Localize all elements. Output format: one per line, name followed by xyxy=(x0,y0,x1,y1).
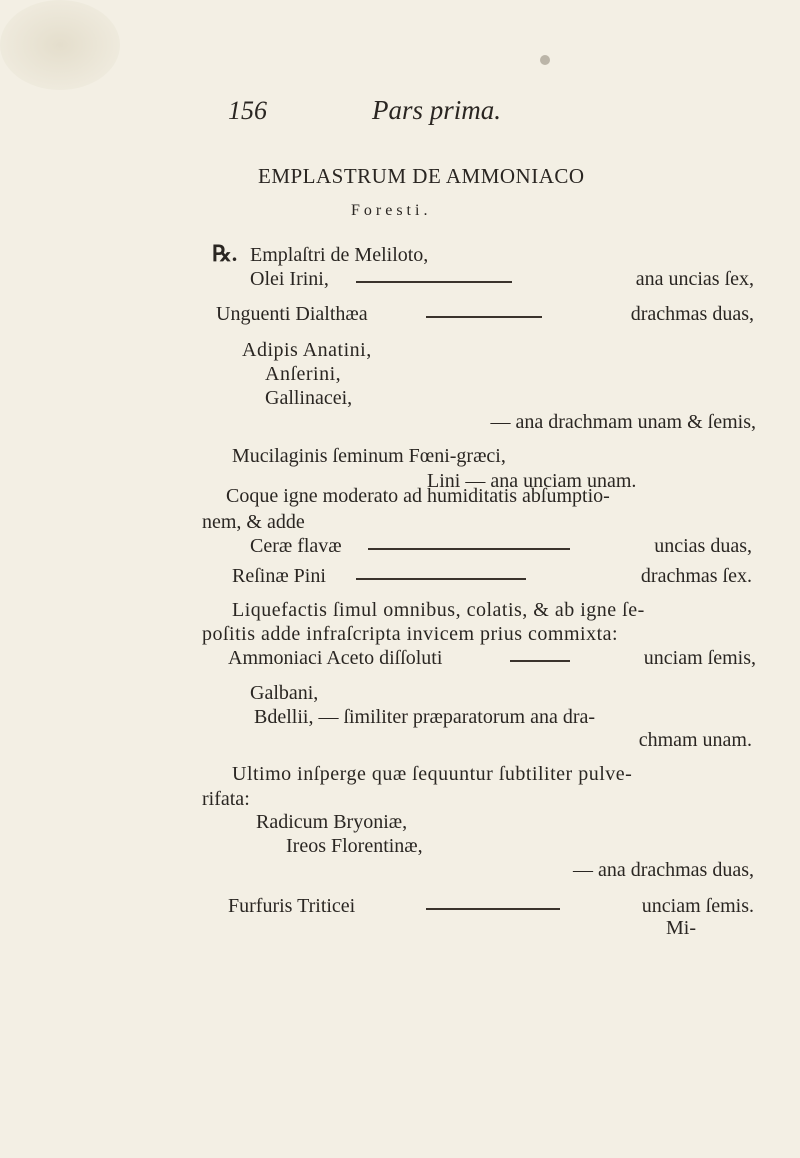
recipe-line: Liquefactis ſimul omnibus, colatis, & ab igne ſe- xyxy=(232,599,645,621)
recipe-line: Ireos Florentinæ, xyxy=(286,835,423,857)
recipe-line: — ana drachmam unam & ſemis, xyxy=(490,411,756,433)
recipe-line: drachmas duas, xyxy=(630,303,754,325)
catchword: Mi- xyxy=(666,917,696,939)
recipe-line: rifata: xyxy=(202,788,250,810)
leader-dash xyxy=(356,281,512,283)
running-title: Pars prima. xyxy=(372,95,502,125)
leader-dash xyxy=(426,908,560,910)
leader-dash xyxy=(426,316,542,318)
recipe-symbol: ℞. xyxy=(212,241,238,266)
recipe-line: nem, & adde xyxy=(202,511,305,533)
paper-stain xyxy=(540,55,550,65)
paper-stain xyxy=(0,0,120,90)
recipe-title: EMPLASTRUM DE AMMONIACO xyxy=(258,164,585,188)
recipe-line: unciam ſemis, xyxy=(643,647,756,669)
leader-dash xyxy=(356,578,526,580)
recipe-line: Galbani, xyxy=(250,682,319,704)
recipe-line: Reſinæ Pini xyxy=(232,565,326,587)
leader-dash xyxy=(510,660,570,662)
page-number: 156 xyxy=(228,96,267,125)
recipe-line: drachmas ſex. xyxy=(640,565,752,587)
recipe-line: ana uncias ſex, xyxy=(635,268,754,290)
recipe-line: Ultimo inſperge quæ ſequuntur ſubtiliter pulve- xyxy=(232,763,633,785)
recipe-line: Unguenti Dialthæa xyxy=(216,303,368,325)
recipe-line: Furfuris Triticei xyxy=(228,895,356,917)
recipe-line: Bdellii, — ſimiliter præparatorum ana dra- xyxy=(254,706,596,728)
recipe-line: Anſerini, xyxy=(265,363,342,385)
recipe-line: poſitis adde infraſcripta invicem prius commixta: xyxy=(202,623,619,645)
recipe-line: chmam unam. xyxy=(638,729,752,751)
recipe-line: Coque igne moderato ad humiditatis abſumptio- xyxy=(226,485,610,507)
leader-dash xyxy=(368,548,570,550)
recipe-line: unciam ſemis. xyxy=(641,895,754,917)
recipe-line: Gallinacei, xyxy=(265,387,353,409)
recipe-line: Radicum Bryoniæ, xyxy=(256,811,408,833)
recipe-line: Lini — ana unciam unam. xyxy=(427,470,637,492)
recipe-author: Foresti. xyxy=(351,202,432,219)
recipe-line: uncias duas, xyxy=(654,535,752,557)
recipe-line: Ammoniaci Aceto diſſoluti xyxy=(228,647,443,669)
recipe-line: Adipis Anatini, xyxy=(242,339,372,361)
recipe-line: Olei Irini, xyxy=(250,268,329,290)
recipe-line: Mucilaginis ſeminum Fœni-græci, xyxy=(232,445,506,467)
recipe-line: Emplaſtri de Meliloto, xyxy=(250,244,429,266)
recipe-line: Ceræ flavæ xyxy=(250,535,342,557)
recipe-line: — ana drachmas duas, xyxy=(572,859,754,881)
